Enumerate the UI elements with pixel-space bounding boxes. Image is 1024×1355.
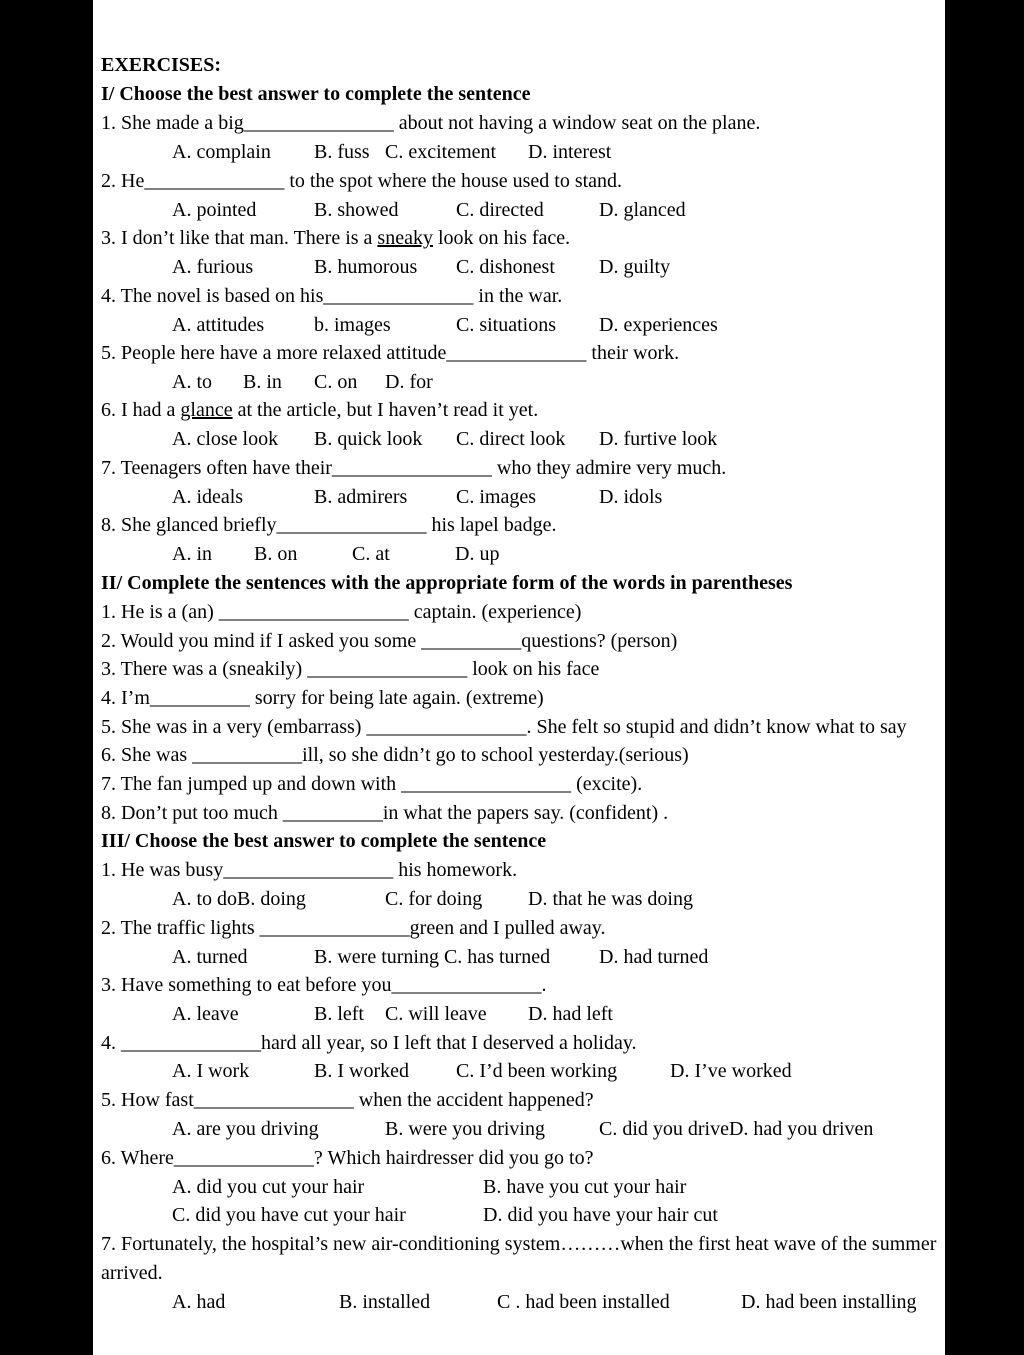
underlined-word: glance [180,399,233,421]
s2-sentence-6: 6. She was ___________ill, so she didn’t go to school yesterday.(serious) [101,744,689,766]
s1-q5-option-c: C. on [314,371,358,393]
s3-q4-option-a: A. I work [172,1060,250,1082]
s2-sentence-5: 5. She was in a very (embarrass) ________________. She felt so stupid and didn’t know what to say [101,716,907,738]
s2-sentence-7: 7. The fan jumped up and down with _________________ (excite). [101,773,643,795]
s3-question-2: 2. The traffic lights _______________green and I pulled away. [101,917,606,939]
s1-q7-option-a: A. ideals [172,486,244,508]
s3-q7-option-b: B. installed [339,1291,431,1313]
page-title: EXERCISES: [101,54,222,76]
s1-q1-option-c: C. excitement [385,141,497,163]
s1-q7-option-d: D. idols [599,486,663,508]
s1-q1-option-b: B. fuss [314,141,370,163]
s3-q4-option-d: D. I’ve worked [670,1060,792,1082]
s1-q6-option-c: C. direct look [456,428,566,450]
s2-sentence-1: 1. He is a (an) ___________________ captain. (experience) [101,601,582,623]
s1-q6-option-d: D. furtive look [599,428,718,450]
s3-q6-option-b: B. have you cut your hair [483,1176,687,1198]
s1-question-8: 8. She glanced briefly_______________ his lapel badge. [101,514,557,536]
s3-question-7-cont: arrived. [101,1262,163,1284]
s1-q8-option-d: D. up [455,543,500,565]
s2-sentence-2: 2. Would you mind if I asked you some __________questions? (person) [101,630,678,652]
s3-q3-option-b: B. left [314,1003,364,1025]
s3-q7-option-c: C . had been installed [497,1291,670,1313]
s3-q3-option-c: C. will leave [385,1003,487,1025]
s3-q5-option-a: A. are you driving [172,1118,319,1140]
s2-sentence-8: 8. Don’t put too much __________in what the papers say. (confident) . [101,802,669,824]
s3-q6-option-a: A. did you cut your hair [172,1176,365,1198]
s3-q7-option-d: D. had been installing [741,1291,917,1313]
underlined-word: sneaky [377,227,433,249]
s3-q7-option-a: A. had [172,1291,226,1313]
section-3-heading: III/ Choose the best answer to complete the sentence [101,830,547,852]
s3-q6-option-c: C. did you have cut your hair [172,1204,406,1226]
s1-q8-option-a: A. in [172,543,212,565]
s3-question-6: 6. Where______________? Which hairdresser did you go to? [101,1147,594,1169]
s2-sentence-4: 4. I’m__________ sorry for being late again. (extreme) [101,687,544,709]
s1-q7-option-b: B. admirers [314,486,408,508]
section-1-heading: I/ Choose the best answer to complete the sentence [101,83,531,105]
s3-q1-option-ab: A. to doB. doing [172,888,306,910]
s3-q4-option-b: B. I worked [314,1060,409,1082]
s3-q6-option-d: D. did you have your hair cut [483,1204,718,1226]
s1-question-1: 1. She made a big_______________ about not having a window seat on the plane. [101,112,761,134]
s1-q5-option-b: B. in [243,371,282,393]
s1-q2-option-a: A. pointed [172,199,257,221]
document-page [93,0,945,1355]
s3-q2-option-bc: B. were turning C. has turned [314,946,551,968]
s1-question-4: 4. The novel is based on his_______________ in the war. [101,285,563,307]
s3-q3-option-a: A. leave [172,1003,239,1025]
s3-question-5: 5. How fast________________ when the accident happened? [101,1089,594,1111]
s1-q6-option-b: B. quick look [314,428,423,450]
s3-q3-option-d: D. had left [528,1003,613,1025]
s1-q8-option-c: C. at [352,543,390,565]
s3-q5-option-b: B. were you driving [385,1118,545,1140]
s1-question-3: 3. I don’t like that man. There is a sneaky look on his face. [101,227,571,249]
s1-q5-option-a: A. to [172,371,212,393]
s2-sentence-3: 3. There was a (sneakily) ________________ look on his face [101,658,600,680]
s1-q1-option-d: D. interest [528,141,612,163]
s1-q8-option-b: B. on [254,543,298,565]
section-2-heading: II/ Complete the sentences with the appropriate form of the words in parentheses [101,572,793,594]
s3-question-7: 7. Fortunately, the hospital’s new air-conditioning system………when the first heat wave of the summer [101,1233,937,1255]
s1-q6-option-a: A. close look [172,428,279,450]
s3-question-1: 1. He was busy_________________ his homework. [101,859,518,881]
s3-question-3: 3. Have something to eat before you_______________. [101,974,547,996]
s1-question-5: 5. People here have a more relaxed attitude______________ their work. [101,342,680,364]
s1-q3-option-b: B. humorous [314,256,418,278]
s1-q4-option-b: b. images [314,314,391,336]
s1-question-7: 7. Teenagers often have their________________ who they admire very much. [101,457,727,479]
s3-q2-option-d: D. had turned [599,946,709,968]
s1-q4-option-d: D. experiences [599,314,718,336]
s1-q3-option-d: D. guilty [599,256,671,278]
s1-q4-option-a: A. attitudes [172,314,265,336]
s3-q1-option-c: C. for doing [385,888,483,910]
s1-q2-option-d: D. glanced [599,199,686,221]
s1-q2-option-b: B. showed [314,199,399,221]
s1-q7-option-c: C. images [456,486,536,508]
s1-q3-option-c: C. dishonest [456,256,555,278]
s3-question-4: 4. ______________hard all year, so I left that I deserved a holiday. [101,1032,637,1054]
s1-question-6: 6. I had a glance at the article, but I haven’t read it yet. [101,399,539,421]
s3-q4-option-c: C. I’d been working [456,1060,618,1082]
s1-q1-option-a: A. complain [172,141,271,163]
s3-q5-option-cd: C. did you driveD. had you driven [599,1118,874,1140]
s1-q3-option-a: A. furious [172,256,254,278]
s1-question-2: 2. He______________ to the spot where the house used to stand. [101,170,623,192]
s3-q2-option-a: A. turned [172,946,248,968]
s1-q4-option-c: C. situations [456,314,557,336]
s3-q1-option-d: D. that he was doing [528,888,693,910]
s1-q5-option-d: D. for [385,371,433,393]
s1-q2-option-c: C. directed [456,199,544,221]
